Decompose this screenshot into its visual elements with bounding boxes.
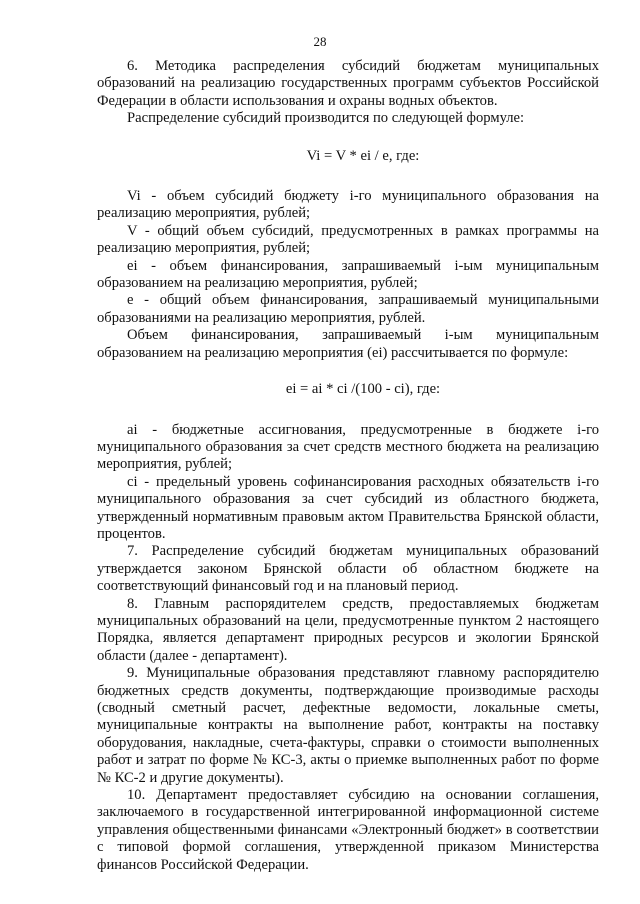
document-body — [97, 58, 599, 874]
definition-ei: ei - объем финансирования, запрашиваемый i-ым муниципальным образованием на реализацию мероприятия, рублей; — [97, 257, 599, 292]
definition-ai: ai - бюджетные ассигнования, предусмотренные в бюджете i-го муниципального образования за счет средств местного бюджета на реализацию мероприятия, рублей; — [97, 421, 599, 473]
section-8: 8. Главным распорядителем средств, предоставляемых бюджетам муниципальных образований на цели, предусмотренные пунктом 2 настоящего Порядка, является департамент природных ресурсов и экологии Брянской области (далее - департамент). — [97, 595, 599, 664]
distribution-intro: Распределение субсидий производится по следующей формуле: — [127, 110, 525, 127]
ei-intro: Объем финансирования, запрашиваемый i-ым муниципальным образованием на реализацию мероприятия (ei) рассчитывается по формуле: — [97, 327, 599, 361]
definition-e: e - общий объем финансирования, запрашиваемый муниципальными образованиями на реализацию мероприятия, рублей. — [97, 292, 599, 326]
definition-ci: ci - предельный уровень софинансирования расходных обязательств i-го муниципального образования за счет субсидий из областного бюджета, утвержденный нормативным правовым актом Правительства Брянской области, процентов. — [97, 473, 599, 542]
definition-vi: Vi - объем субсидий бюджету i-го муниципального образования на реализацию мероприятия, рублей; — [97, 188, 599, 222]
section-9: 9. Муниципальные образования представляют главному распорядителю бюджетных средств документы, подтверждающие производимые расходы (сводный сметный расчет, дефектные ведомости, локальные сметы, муниципальные контракты на выполнение работ, контракты на поставку оборудования, накладные, счета-фактуры, справки о стоимости выполненных работ и затрат по форме № КС-3, акты о приемке выполненных работ по форме № КС-2 и другие документы). — [97, 665, 599, 786]
section-6-heading: 6. Методика распределения субсидий бюджетам муниципальных образований на реализацию государственных программ субъектов Российской Федерации в области использования и охраны водных объектов. — [97, 58, 599, 109]
formula-vi: Vi = V * ei / e, где: — [306, 147, 420, 164]
section-7: 7. Распределение субсидий бюджетам муниципальных образований утверждается законом Брянской области об областном бюджете на соответствующий финансовый год и на плановый период. — [97, 543, 599, 595]
formula-ei: ei = ai * ci /(100 - ci), где: — [285, 381, 441, 398]
section-10: 10. Департамент предоставляет субсидию на основании соглашения, заключаемого в государственной интегрированной информационной системе управления общественными финансами «Электронный бюджет» в соответствии с типовой формой соглашения, утвержденной приказом Министерства финансов Российской Федерации. — [97, 787, 599, 873]
page-number: 28 — [313, 34, 327, 49]
definition-v: V - общий объем субсидий, предусмотренных в рамках программы на реализацию мероприятия, рублей; — [97, 222, 599, 257]
